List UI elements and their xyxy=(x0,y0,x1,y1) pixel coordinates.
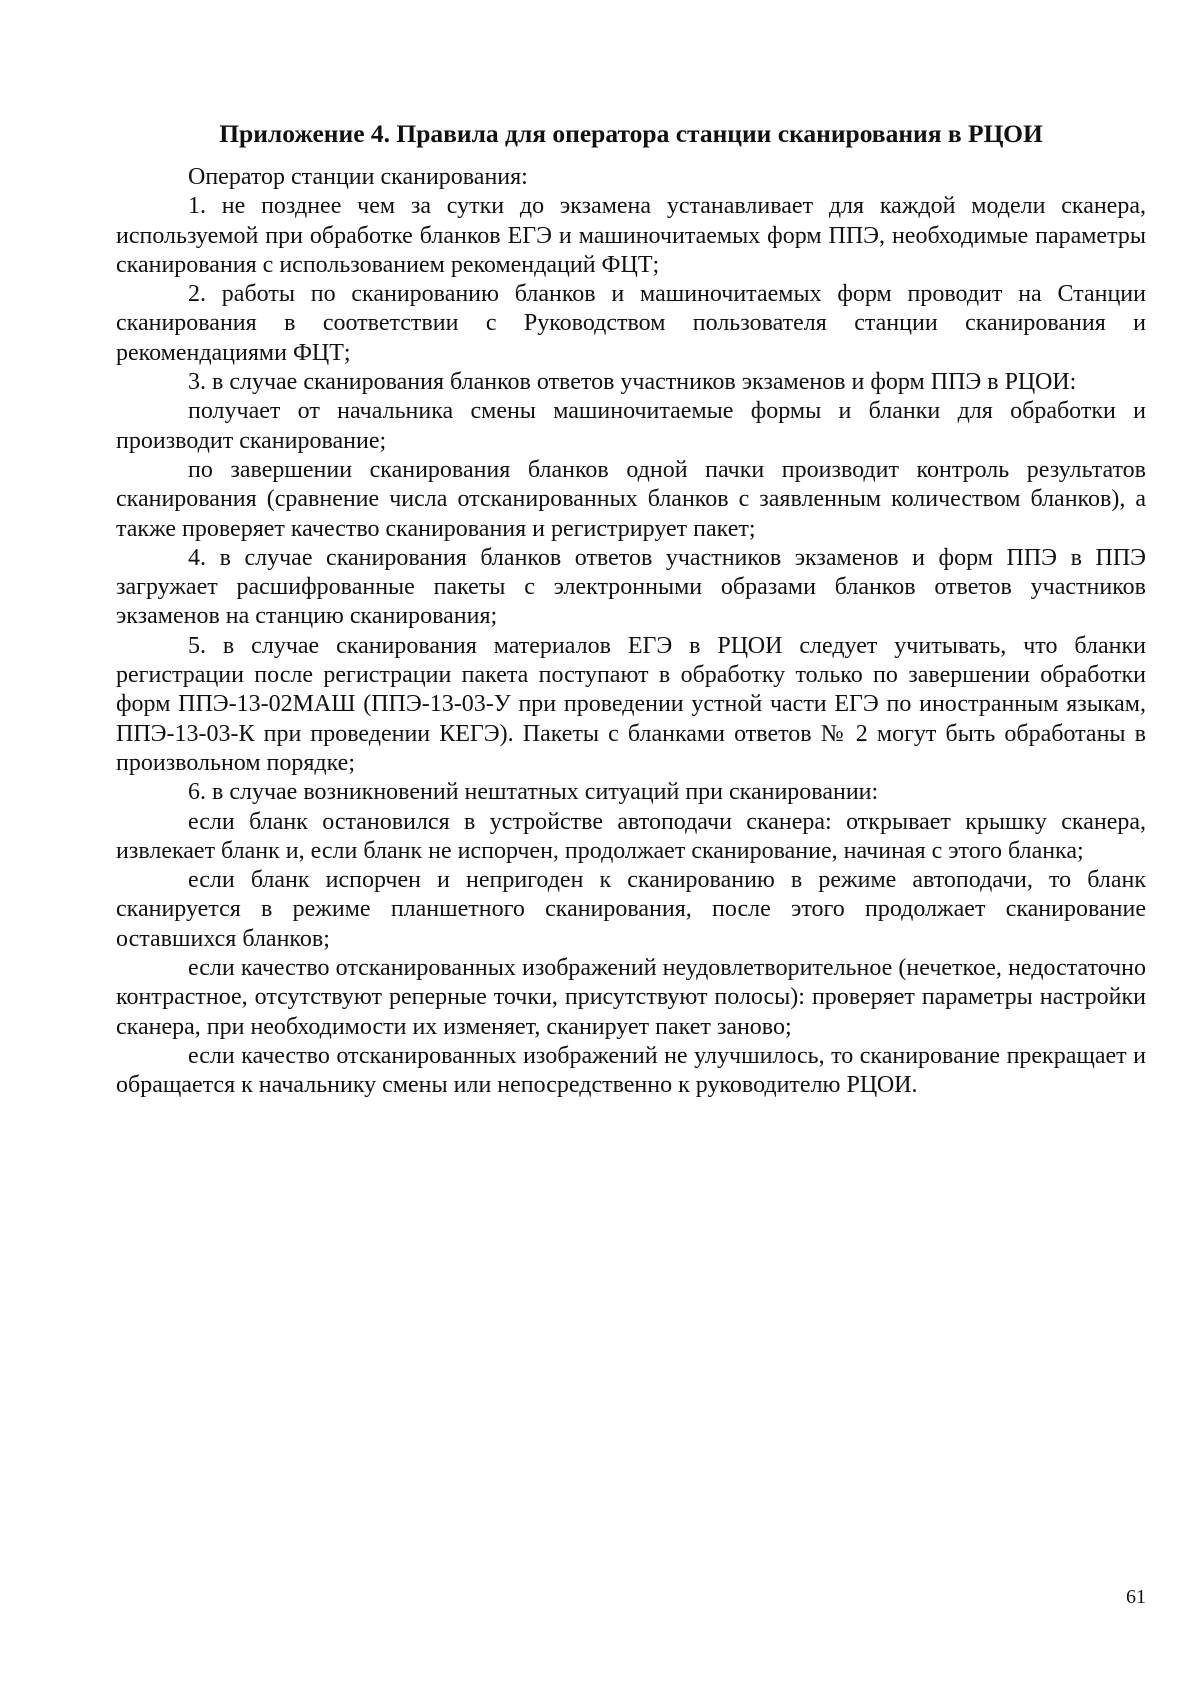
paragraph-intro: Оператор станции сканирования: xyxy=(188,164,528,190)
paragraph-item-6-d: если качество отсканированных изображений не улучшилось, то сканирование прекращает и обращается к начальнику смены или непосредственно к руководителю РЦОИ. xyxy=(116,1042,1146,1099)
paragraph-item-6-a: если бланк остановился в устройстве автоподачи сканера: открывает крышку сканера, извлекает бланк и, если бланк не испорчен, продолжает сканирование, начиная с этого бланка; xyxy=(116,808,1146,864)
page-title: Приложение 4. Правила для оператора станции сканирования в РЦОИ xyxy=(219,119,1043,148)
paragraph-item-1: 1. не позднее чем за сутки до экзамена устанавливает для каждой модели сканера, используемой при обработке бланков ЕГЭ и машиночитаемых форм ППЭ, необходимые параметры сканирования с использованием рекомендаций ФЦТ; xyxy=(116,193,1146,278)
page-number: 61 xyxy=(1126,1586,1146,1608)
paragraph-item-6: 6. в случае возникновений нештатных ситуаций при сканировании: xyxy=(188,779,879,806)
paragraph-item-4: 4. в случае сканирования бланков ответов участников экзаменов и форм ППЭ в ППЭ загружает расшифрованные пакеты с электронными образами бланков ответов участников экзаменов на станцию сканирования; xyxy=(116,544,1146,630)
paragraph-item-3-b: по завершении сканирования бланков одной пачки производит контроль результатов сканирования (сравнение числа отсканированных бланков с заявленным количеством бланков), а также проверяет качество сканирования и регистрирует пакет; xyxy=(116,456,1146,542)
paragraph-item-6-b: если бланк испорчен и непригоден к сканированию в режиме автоподачи, то бланк сканируется в режиме планшетного сканирования, после этого продолжает сканирование оставшихся бланков; xyxy=(116,867,1146,952)
paragraph-item-2: 2. работы по сканированию бланков и машиночитаемых форм проводит на Станции сканирования в соответствии с Руководством пользователя станции сканирования и рекомендациями ФЦТ; xyxy=(116,281,1146,366)
paragraph-item-3: 3. в случае сканирования бланков ответов участников экзаменов и форм ППЭ в РЦОИ: xyxy=(188,369,1077,396)
document-body xyxy=(116,163,1146,1101)
paragraph-item-5: 5. в случае сканирования материалов ЕГЭ в РЦОИ следует учитывать, что бланки регистрации после регистрации пакета поступают в обработку только по завершении обработки форм ППЭ-13-02МАШ (ППЭ-13-03-У при проведении устной части ЕГЭ по иностранным языкам, ППЭ-13-03-К при проведении КЕГЭ). Пакеты с бланками ответов № 2 могут быть обработаны в произвольном порядке; xyxy=(116,632,1146,776)
paragraph-item-6-c: если качество отсканированных изображений неудовлетворительное (нечеткое, недостаточно контрастное, отсутствуют реперные точки, присутствуют полосы): проверяет параметры настройки сканера, при необходимости их изменяет, сканирует пакет заново; xyxy=(116,955,1146,1040)
paragraph-item-3-a: получает от начальника смены машиночитаемые формы и бланки для обработки и производит сканирование; xyxy=(116,398,1146,454)
